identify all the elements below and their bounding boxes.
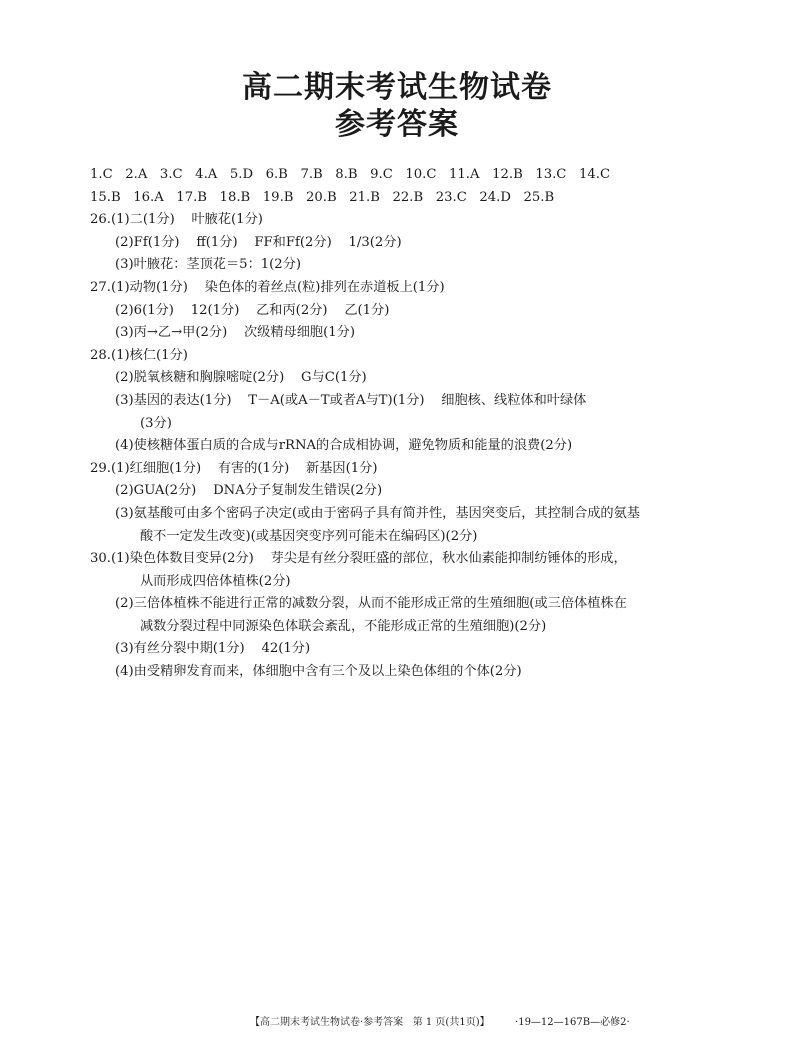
answer-line: (2)GUA(2分) DNA分子复制发生错误(2分): [115, 483, 383, 499]
answer-line: (2)6(1分) 12(1分) 乙和丙(2分) 乙(1分): [115, 302, 390, 318]
answer-line: (2)三倍体植株不能进行正常的减数分裂，从而不能形成正常的生殖细胞(或三倍体植株在: [115, 596, 627, 612]
answer-line: (4)由受精卵发育而来，体细胞中含有三个及以上染色体组的个体(2分): [115, 664, 522, 680]
page-footer: 【高二期末考试生物试卷·参考答案 第 1 页(共1页)】 ·19—12—167B—必修2·: [250, 1017, 630, 1028]
answer-line: (3)叶腋花：茎顶花＝5：1(2分): [115, 257, 302, 273]
answer-line: 15.B 16.A 17.B 18.B 19.B 20.B 21.B 22.B 23.C 24.D 25.B: [90, 189, 555, 205]
answer-line: 28.(1)核仁(1分): [90, 347, 188, 363]
answer-line: (3分): [140, 415, 172, 431]
document-title: 高二期末考试生物试卷: [242, 70, 552, 105]
answer-line: 30.(1)染色体数目变异(2分) 芽尖是有丝分裂旺盛的部位，秋水仙素能抑制纺锤体的形成，: [90, 551, 627, 567]
answer-line: (3)基因的表达(1分) T－A(或A－T或者A与T)(1分) 细胞核、线粒体和叶绿体: [115, 392, 587, 408]
answer-line: 酸不一定发生改变)(或基因突变序列可能未在编码区)(2分): [140, 528, 478, 544]
answer-line: 27.(1)动物(1分) 染色体的着丝点(粒)排列在赤道板上(1分): [90, 279, 445, 295]
answer-line: 减数分裂过程中同源染色体联会紊乱，不能形成正常的生殖细胞)(2分): [140, 618, 547, 634]
answer-line: (2)Ff(1分) ff(1分) FF和Ff(2分) 1/3(2分): [115, 234, 402, 250]
answer-content: [90, 164, 712, 684]
answer-line: (4)使核糖体蛋白质的合成与rRNA的合成相协调，避免物质和能量的浪费(2分): [115, 438, 573, 454]
answer-line: 26.(1)二(1分) 叶腋花(1分): [90, 212, 263, 228]
answer-line: (3)氨基酸可由多个密码子决定(或由于密码子具有简并性，基因突变后，其控制合成的氨基: [115, 505, 640, 521]
answer-line: 29.(1)红细胞(1分) 有害的(1分) 新基因(1分): [90, 460, 378, 476]
document-subtitle: 参考答案: [335, 107, 459, 142]
answer-line: (3)丙→乙→甲(2分) 次级精母细胞(1分): [115, 325, 355, 341]
answer-line: (3)有丝分裂中期(1分) 42(1分): [115, 641, 311, 657]
answer-line: 1.C 2.A 3.C 4.A 5.D 6.B 7.B 8.B 9.C 10.C 11.A 12.B 13.C 14.C: [90, 167, 611, 182]
answer-line: 从而形成四倍体植株(2分): [140, 573, 291, 589]
answer-line: (2)脱氧核糖和胸腺嘧啶(2分) G与C(1分): [115, 370, 367, 386]
